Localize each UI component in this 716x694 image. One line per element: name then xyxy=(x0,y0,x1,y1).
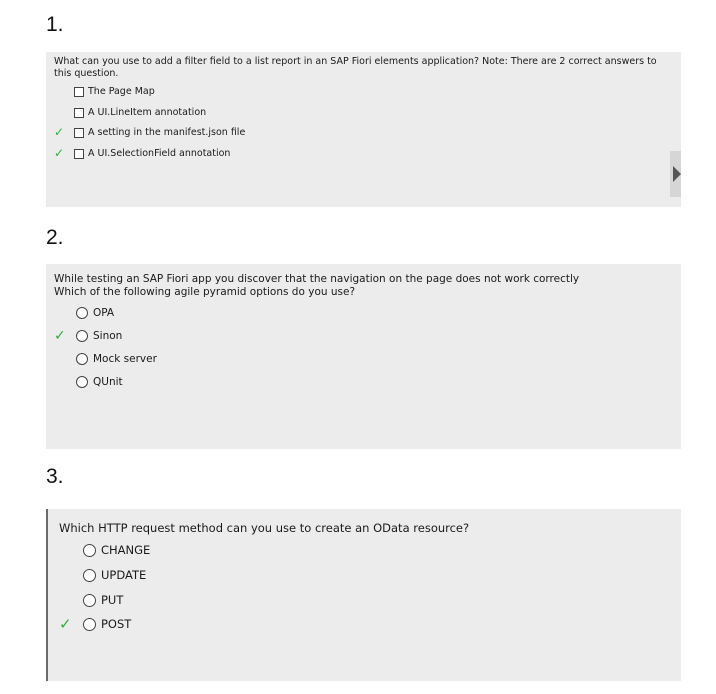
next-arrow-icon[interactable] xyxy=(670,151,681,197)
q3-option-4[interactable] xyxy=(83,617,131,631)
q2-option-3-label: Mock server xyxy=(93,353,157,365)
q1-option-4[interactable] xyxy=(74,148,230,159)
question-1-panel xyxy=(46,52,681,207)
correct-check-icon: ✓ xyxy=(54,328,66,344)
q1-option-3[interactable] xyxy=(74,127,245,138)
question-1-text: What can you use to add a filter field to a list report in an SAP Fiori elements application? Note: There are 2 correct answers to this question. xyxy=(54,56,657,79)
checkbox[interactable] xyxy=(74,149,84,159)
q2-option-2[interactable] xyxy=(76,330,122,342)
question-1-number: 1. xyxy=(46,13,64,36)
q2-option-4[interactable] xyxy=(76,376,123,388)
q3-option-3[interactable] xyxy=(83,593,123,607)
radio-button[interactable] xyxy=(76,353,88,365)
radio-button[interactable] xyxy=(83,618,96,631)
correct-check-icon: ✓ xyxy=(54,125,65,139)
q3-option-4-label: POST xyxy=(101,617,132,631)
q3-option-2[interactable] xyxy=(83,568,146,582)
checkbox[interactable] xyxy=(74,87,84,97)
question-2-text-line-2: Which of the following agile pyramid options do you use? xyxy=(54,286,356,298)
question-3-text: Which HTTP request method can you use to create an OData resource? xyxy=(59,521,470,535)
q1-option-2[interactable] xyxy=(74,107,206,118)
correct-check-icon: ✓ xyxy=(54,146,65,160)
q2-option-2-label: Sinon xyxy=(93,330,123,342)
q1-option-3-label: A setting in the manifest.json file xyxy=(88,127,246,138)
question-2-text-line-1: While testing an SAP Fiori app you discover that the navigation on the page does not work correctly xyxy=(54,273,580,285)
checkbox[interactable] xyxy=(74,128,84,138)
q3-option-1-label: CHANGE xyxy=(101,543,151,557)
question-3-panel xyxy=(46,509,681,681)
radio-button[interactable] xyxy=(83,594,96,607)
q1-option-2-label: A UI.LineItem annotation xyxy=(88,107,207,118)
q2-option-4-label: QUnit xyxy=(93,376,123,388)
radio-button[interactable] xyxy=(83,544,96,557)
question-2-number: 2. xyxy=(46,226,64,249)
radio-button[interactable] xyxy=(83,569,96,582)
q2-option-3[interactable] xyxy=(76,353,157,365)
radio-button[interactable] xyxy=(76,330,88,342)
checkbox[interactable] xyxy=(74,108,84,118)
q1-option-4-label: A UI.SelectionField annotation xyxy=(88,148,231,159)
correct-check-icon: ✓ xyxy=(59,615,72,633)
q3-option-3-label: PUT xyxy=(101,593,124,607)
q3-option-1[interactable] xyxy=(83,543,150,557)
q1-option-1[interactable] xyxy=(74,86,155,97)
radio-button[interactable] xyxy=(76,307,88,319)
radio-button[interactable] xyxy=(76,376,88,388)
q3-option-2-label: UPDATE xyxy=(101,568,147,582)
q2-option-1-label: OPA xyxy=(93,307,115,319)
question-2-panel xyxy=(46,264,681,449)
q2-option-1[interactable] xyxy=(76,307,114,319)
q1-option-1-label: The Page Map xyxy=(88,86,155,97)
question-2-text xyxy=(54,273,664,299)
question-3-number: 3. xyxy=(46,465,64,488)
